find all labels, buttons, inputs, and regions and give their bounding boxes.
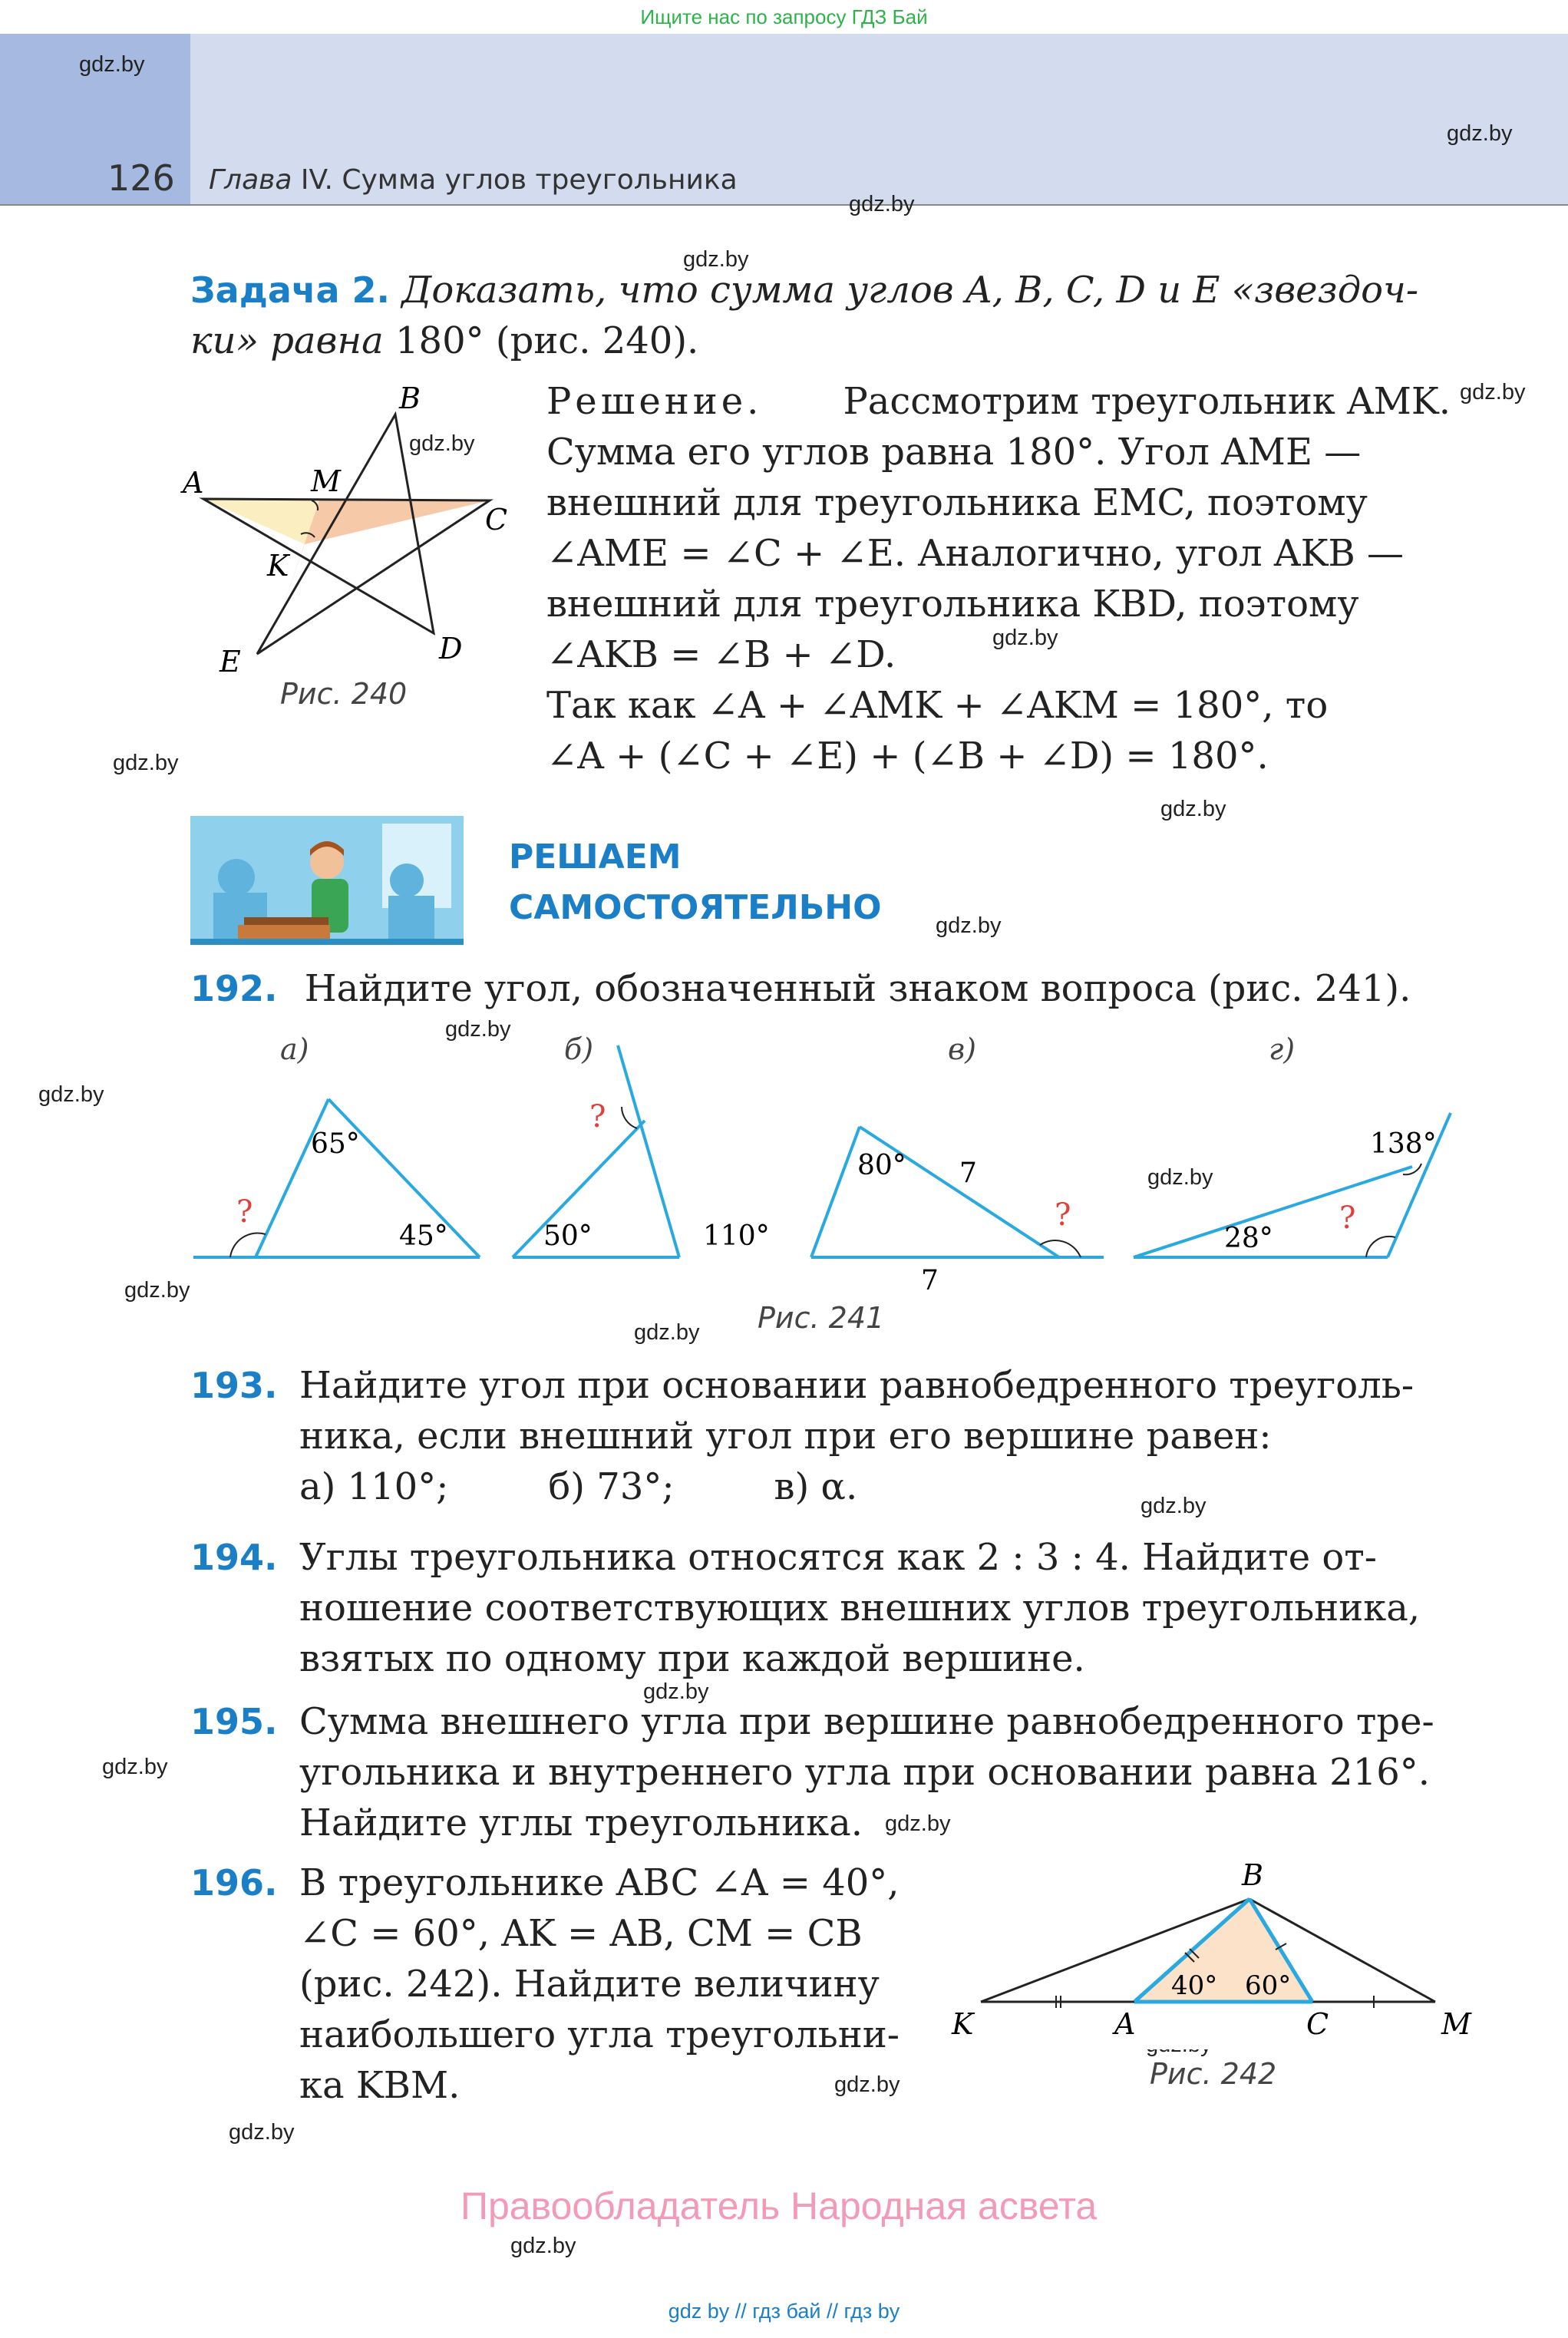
rights-holder: Правообладатель Народная асвета [460, 2184, 1098, 2227]
watermark: gdz.by [510, 2234, 576, 2258]
chapter-title [209, 164, 738, 196]
task2-label: Задача 2. [190, 269, 391, 311]
problem-194-line1: Углы треугольника относятся как 2 : 3 : 4. Найдите от- [299, 1536, 1378, 1579]
problem-number: 194. [190, 1537, 278, 1578]
section-illustration [190, 816, 464, 945]
figure-241-caption: Рис. 241 [758, 1301, 885, 1335]
figure-242-caption: Рис. 242 [1150, 2057, 1277, 2091]
problem-196-line4: наибольшего угла треугольни- [299, 2013, 900, 2056]
problem-193-line1: Найдите угол при основании равнобедренного треуголь- [299, 1364, 1415, 1407]
problem-193-line2: ника, если внешний угол при его вершине равен: [299, 1415, 1272, 1458]
solution-line [546, 376, 1451, 427]
fig241-v-label: в) [948, 1032, 976, 1066]
fig241-a-question: ? [236, 1194, 253, 1230]
problem-number: 196. [190, 1862, 278, 1904]
star-fill-yellow [203, 499, 319, 544]
illustration-silhouette2 [390, 864, 424, 897]
problem-193-body [299, 1360, 1449, 1512]
watermark: gdz.by [1147, 1165, 1213, 1190]
problem-194 [190, 1532, 1449, 1684]
problem-193 [190, 1360, 1449, 1512]
section-title [509, 832, 882, 933]
fig241-v-side [860, 1127, 1059, 1257]
fig241-v-side2: 7 [921, 1265, 939, 1290]
fig241-a-top: 65° [311, 1128, 360, 1160]
problem-194-body [299, 1532, 1449, 1684]
fig241-b-label: б) [564, 1032, 594, 1066]
watermark: gdz.by [992, 626, 1058, 650]
watermark: gdz.by [1447, 121, 1513, 146]
fig241-g-left: 28° [1224, 1223, 1273, 1254]
fig241-b-right: 110° [703, 1220, 770, 1252]
fig241-v-side [811, 1127, 860, 1257]
illustration-silhouette2-body [388, 896, 434, 945]
solution-line-4: внешний для треугольника KBD, поэтому [546, 583, 1359, 626]
task2-solution [546, 376, 1451, 781]
problem-195-line3: Найдите углы треугольника. [299, 1801, 863, 1844]
watermark: gdz.by [683, 247, 749, 272]
chapter-name: IV. Сумма углов треугольника [300, 164, 738, 196]
fig242-label-B: B [1242, 1858, 1263, 1892]
solution-line-6: Так как ∠A + ∠AMK + ∠AKM = 180°, то [546, 684, 1329, 727]
watermark: gdz.by [634, 1320, 700, 1345]
illustration-silhouette [218, 859, 255, 896]
problem-196 [190, 1858, 919, 2111]
solution-line-7: ∠A + (∠C + ∠E) + (∠B + ∠D) = 180°. [546, 735, 1269, 778]
label-C: C [485, 503, 508, 537]
watermark: gdz.by [849, 192, 915, 216]
problem-196-line2: ∠C = 60°, AK = AB, CM = CB [299, 1912, 863, 1955]
figure-240-caption: Рис. 240 [280, 677, 408, 711]
watermark: gdz.by [445, 1017, 511, 1042]
figure-242-main [944, 1850, 1481, 2049]
option-b: б) 73°; [548, 1465, 675, 1508]
task2-line1: Доказать, что сумма углов A, B, C, D и E «звездоч- [401, 269, 1419, 312]
solution-line-3: ∠AME = ∠C + ∠E. Аналогично, угол AKB — [546, 532, 1404, 575]
section-title-line1: РЕШАЕМ [509, 837, 682, 877]
problem-193-row [190, 1360, 1449, 1512]
fig241-b-left: 50° [543, 1220, 593, 1252]
problem-194-line3: взятых по одному при каждой вершине. [299, 1637, 1085, 1680]
top-banner: Ищите нас по запросу ГДЗ Бай [640, 5, 928, 28]
figure-240 [169, 384, 537, 691]
watermark: gdz.by [409, 431, 475, 456]
watermark: gdz.by [643, 1679, 709, 1704]
watermark: gdz.by [113, 751, 179, 775]
problem-195-line1: Сумма внешнего угла при вершине равнобедренного тре- [299, 1700, 1434, 1743]
solution-line-5: ∠AKB = ∠B + ∠D. [546, 633, 896, 676]
fig242-label-A: A [1114, 2007, 1136, 2041]
problem-196-row [190, 1858, 919, 2111]
fig241-v-question: ? [1055, 1197, 1071, 1233]
problem-195-row [190, 1696, 1449, 1848]
watermark: gdz.by [1141, 1494, 1207, 1518]
label-M: M [311, 464, 341, 498]
fig241-g-question: ? [1339, 1200, 1356, 1236]
label-K: K [267, 549, 289, 583]
watermark: gdz.by [79, 52, 145, 77]
problem-text: Найдите угол, обозначенный знаком вопроса (рис. 241). [304, 967, 1411, 1010]
problem-196-line3: (рис. 242). Найдите величину [299, 1963, 880, 2006]
problem-195-line2: угольника и внутреннего угла при основании равна 216°. [299, 1751, 1431, 1794]
watermark: gdz.by [229, 2120, 295, 2145]
label-A: A [183, 466, 204, 500]
problem-196-line5: ка KBM. [299, 2064, 460, 2107]
chapter-prefix: Глава [209, 164, 292, 196]
figure-241 [184, 1029, 1474, 1290]
watermark: gdz.by [38, 1082, 104, 1107]
fig242-label-C: C [1306, 2007, 1329, 2041]
fig241-b-question: ? [589, 1099, 606, 1134]
problem-number: 195. [190, 1701, 278, 1742]
problem-195-body [299, 1696, 1449, 1848]
fig241-g-label: г) [1269, 1032, 1296, 1066]
fig241-b-arc [622, 1107, 637, 1128]
problem-number: 193. [190, 1365, 278, 1406]
solution-line-2: внешний для треугольника EMC, поэтому [546, 481, 1368, 524]
watermark: gdz.by [1460, 380, 1526, 405]
watermark: gdz.by [124, 1278, 190, 1303]
fig242-angle-a: 40° [1171, 1970, 1218, 2001]
problem-193-options [299, 1461, 1449, 1512]
watermark: gdz.by [936, 913, 1002, 938]
option-c: в) α. [774, 1465, 858, 1508]
problem-192 [190, 963, 1449, 1014]
illustration-window [382, 824, 451, 908]
fig241-a-side [256, 1099, 328, 1257]
option-a: а) 110°; [299, 1465, 449, 1508]
fig242-angle-c: 60° [1245, 1970, 1292, 2001]
illustration-desk [244, 917, 328, 925]
fig241-g-top: 138° [1370, 1128, 1437, 1160]
label-E: E [220, 645, 241, 679]
fig241-a-right: 45° [399, 1220, 448, 1252]
section-title-line2: САМОСТОЯТЕЛЬНО [509, 888, 882, 927]
illustration-floor [190, 939, 464, 945]
solution-word: Решение. [546, 380, 763, 423]
problem-196-line1: В треугольнике ABC ∠A = 40°, [299, 1861, 900, 1904]
page-number: 126 [107, 157, 175, 199]
solution-line-0: Рассмотрим треугольник AMK. [843, 380, 1451, 423]
task2-line2-italic: ки» равна [190, 319, 384, 362]
fig241-a-label: а) [280, 1032, 309, 1066]
task2-line2-rest: 180° (рис. 240). [394, 319, 699, 362]
task2-statement [190, 265, 1449, 366]
fig241-v-side1: 7 [959, 1157, 977, 1189]
problem-196-body [299, 1858, 919, 2111]
problem-number: 192. [190, 968, 278, 1009]
problem-195 [190, 1696, 1449, 1848]
footer-links: gdz by // гдз бай // гдз by [668, 2300, 900, 2323]
label-D: D [439, 632, 463, 665]
solution-line-1: Сумма его углов равна 180°. Угол AME — [546, 431, 1362, 474]
problem-194-line2: ношение соответствующих внешних углов треугольника, [299, 1587, 1421, 1630]
fig241-v-top: 80° [857, 1150, 906, 1181]
problem-194-row [190, 1532, 1449, 1684]
fig241-b-extended-side [618, 1045, 679, 1257]
fig242-label-K: K [952, 2007, 974, 2041]
watermark: gdz.by [1160, 797, 1226, 821]
watermark: gdz.by [885, 1811, 951, 1836]
header-divider [0, 204, 1568, 206]
watermark: gdz.by [834, 2072, 900, 2097]
watermark: gdz.by [102, 1755, 168, 1779]
fig242-label-M: M [1441, 2007, 1471, 2041]
label-B: B [399, 384, 421, 415]
